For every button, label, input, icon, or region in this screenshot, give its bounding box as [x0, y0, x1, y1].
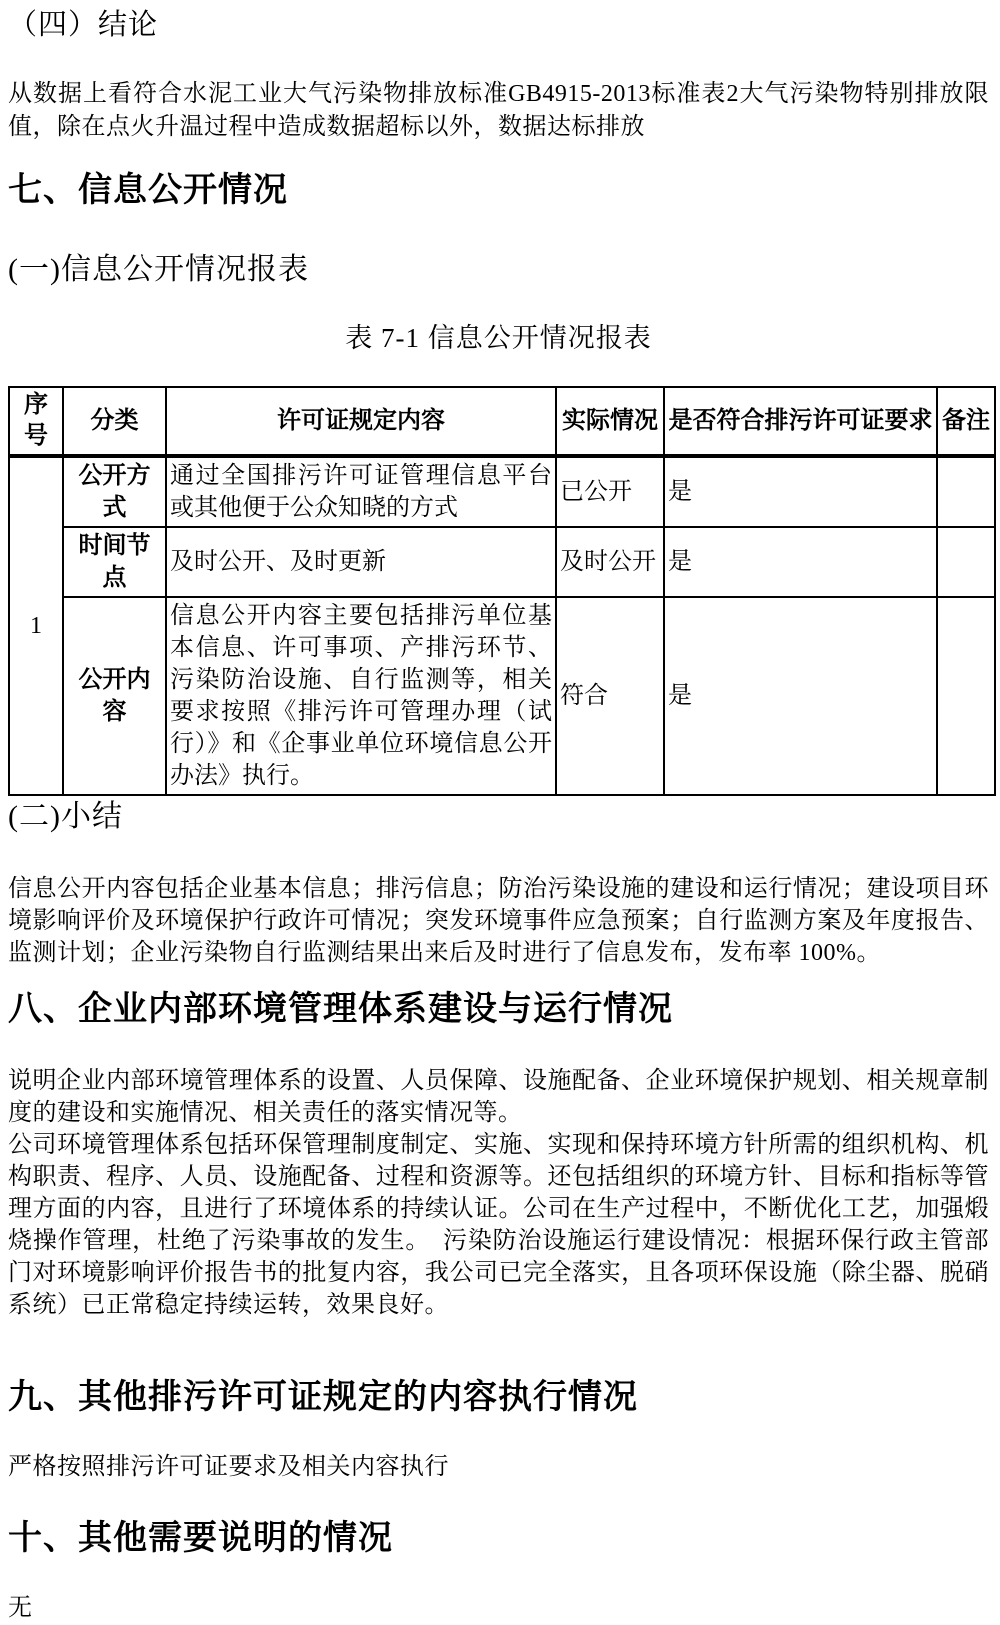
- cell-requirement: 信息公开内容主要包括排污单位基本信息、许可事项、产排污环节、污染防治设施、自行监测等，相关要求按照《排污许可管理办理（试行）》和《企事业单位环境信息公开办法》执行。: [166, 597, 556, 795]
- section4-conclusion-paragraph: 从数据上看符合水泥工业大气污染物排放标准GB4915-2013标准表2大气污染物特别排放限值，除在点火升温过程中造成数据超标以外，数据达标排放: [8, 81, 989, 140]
- section4-conclusion-heading: （四）结论: [8, 9, 159, 41]
- cell-category: 公开内容: [63, 597, 166, 795]
- cell-category: 公开方式: [63, 456, 166, 527]
- section10-heading: 十、其他需要说明的情况: [8, 1519, 393, 1557]
- cell-requirement: 及时公开、及时更新: [166, 527, 556, 597]
- table-row: [9, 456, 995, 527]
- cell-actual: 已公开: [556, 456, 664, 527]
- section7-summary-paragraph: 信息公开内容包括企业基本信息；排污信息；防治污染设施的建设和运行情况；建设项目环境影响评价及环境保护行政许可情况；突发环境事件应急预案；自行监测方案及年度报告、监测计划；企业污染物自行监测结果出来后及时进行了信息发布，发布率 100%。: [8, 876, 989, 966]
- cell-category: 时间节点: [63, 527, 166, 597]
- section9-paragraph: 严格按照排污许可证要求及相关内容执行: [8, 1454, 449, 1480]
- section8-paragraph-2: 公司环境管理体系包括环保管理制度制定、实施、实现和保持环境方针所需的组织机构、机构职责、程序、人员、设施配备、过程和资源等。还包括组织的环境方针、目标和指标等管理方面的内容，且进行了环境体系的持续认证。公司在生产过程中，不断优化工艺，加强煅烧操作管理，杜绝了污染事故的发生。 污染防治设施运行建设情况：根据环保行政主管部门对环境影响评价报告书的批复内容，我公司已完全落实，且各项环保设施（除尘器、脱硝系统）已正常稳定持续运转，效果良好。: [8, 1132, 989, 1318]
- header-actual-situation: 实际情况: [556, 387, 664, 456]
- section7-sub2-heading: (二)小结: [8, 800, 123, 833]
- header-remark: 备注: [937, 387, 995, 456]
- cell-remark: [937, 527, 995, 597]
- cell-compliant: 是: [664, 527, 937, 597]
- table-header-row: [9, 387, 995, 456]
- table-row: [9, 527, 995, 597]
- table-row: [9, 597, 995, 795]
- cell-actual: 及时公开: [556, 527, 664, 597]
- section8-paragraph-1: 说明企业内部环境管理体系的设置、人员保障、设施配备、企业环境保护规划、相关规章制度的建设和实施情况、相关责任的落实情况等。: [8, 1068, 989, 1126]
- table-7-1-caption: 表 7-1 信息公开情况报表: [345, 323, 652, 353]
- info-disclosure-table: [8, 386, 996, 796]
- cell-remark: [937, 456, 995, 527]
- header-compliance: 是否符合排污许可证要求: [664, 387, 937, 456]
- cell-compliant: 是: [664, 456, 937, 527]
- cell-actual: 符合: [556, 597, 664, 795]
- header-permit-requirement: 许可证规定内容: [166, 387, 556, 456]
- section10-paragraph: 无: [8, 1595, 33, 1621]
- section7-heading: 七、信息公开情况: [8, 171, 288, 209]
- cell-serial-number: 1: [9, 456, 63, 795]
- section8-heading: 八、企业内部环境管理体系建设与运行情况: [8, 990, 673, 1028]
- header-category: 分类: [63, 387, 166, 456]
- cell-remark: [937, 597, 995, 795]
- cell-requirement: 通过全国排污许可证管理信息平台或其他便于公众知晓的方式: [166, 456, 556, 527]
- cell-compliant: 是: [664, 597, 937, 795]
- section7-sub1-heading: (一)信息公开情况报表: [8, 253, 309, 286]
- section9-heading: 九、其他排污许可证规定的内容执行情况: [8, 1378, 638, 1416]
- header-serial-number: 序号: [9, 387, 63, 456]
